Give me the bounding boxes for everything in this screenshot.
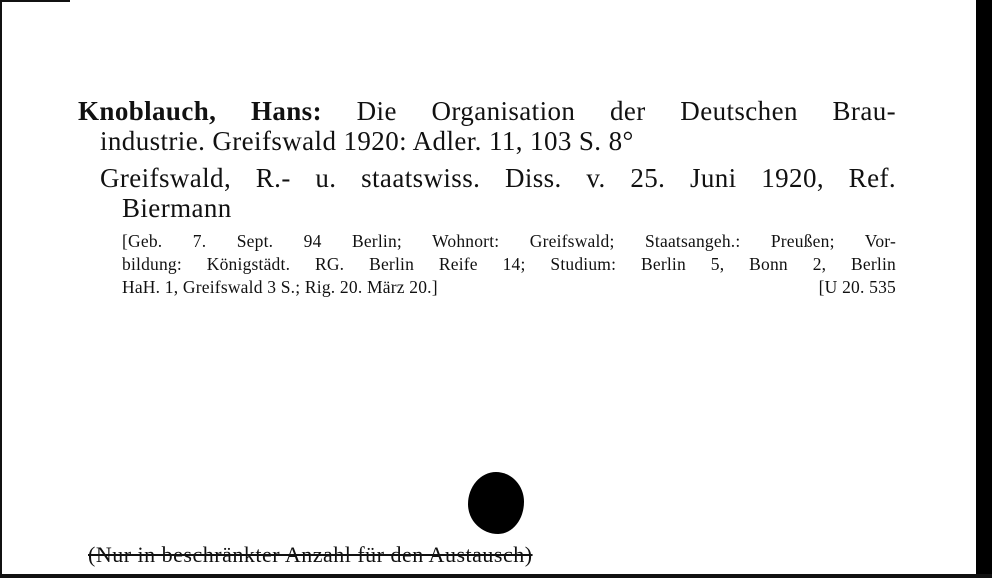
author-name: Knoblauch, Hans:: [78, 96, 322, 126]
catalog-entry: [78, 96, 896, 156]
card-border-right: [976, 0, 992, 578]
entry-title-line-1: [78, 96, 896, 126]
thesis-line-1: Greifswald, R.- u. staatswiss. Diss. v. 25. Juni 1920, Ref.: [100, 163, 896, 193]
thesis-info: [100, 163, 896, 223]
notes-line-3: [122, 276, 896, 299]
card-border-top: [0, 0, 70, 2]
notes-line-3-left: HaH. 1, Greifswald 3 S.; Rig. 20. März 20.]: [122, 277, 438, 297]
footer-note: (Nur in beschränkter Anzahl für den Austausch): [88, 542, 533, 567]
card-border-left: [0, 0, 2, 578]
shelf-mark: [U 20. 535: [818, 277, 896, 297]
thesis-line-2: Biermann: [122, 193, 232, 223]
notes-line-2: bildung: Königstädt. RG. Berlin Reife 14; Studium: Berlin 5, Bonn 2, Berlin: [122, 254, 896, 274]
title-text: Die Organisation der Deutschen Brau-: [356, 96, 896, 126]
notes-line-1: [Geb. 7. Sept. 94 Berlin; Wohnort: Greifswald; Staatsangeh.: Preußen; Vor-: [122, 231, 896, 251]
entry-title-line-2: industrie. Greifswald 1920: Adler. 11, 103 S. 8°: [100, 126, 634, 156]
biographical-notes: [122, 230, 896, 299]
punch-hole: [468, 472, 524, 534]
card-border-bottom: [0, 574, 992, 578]
